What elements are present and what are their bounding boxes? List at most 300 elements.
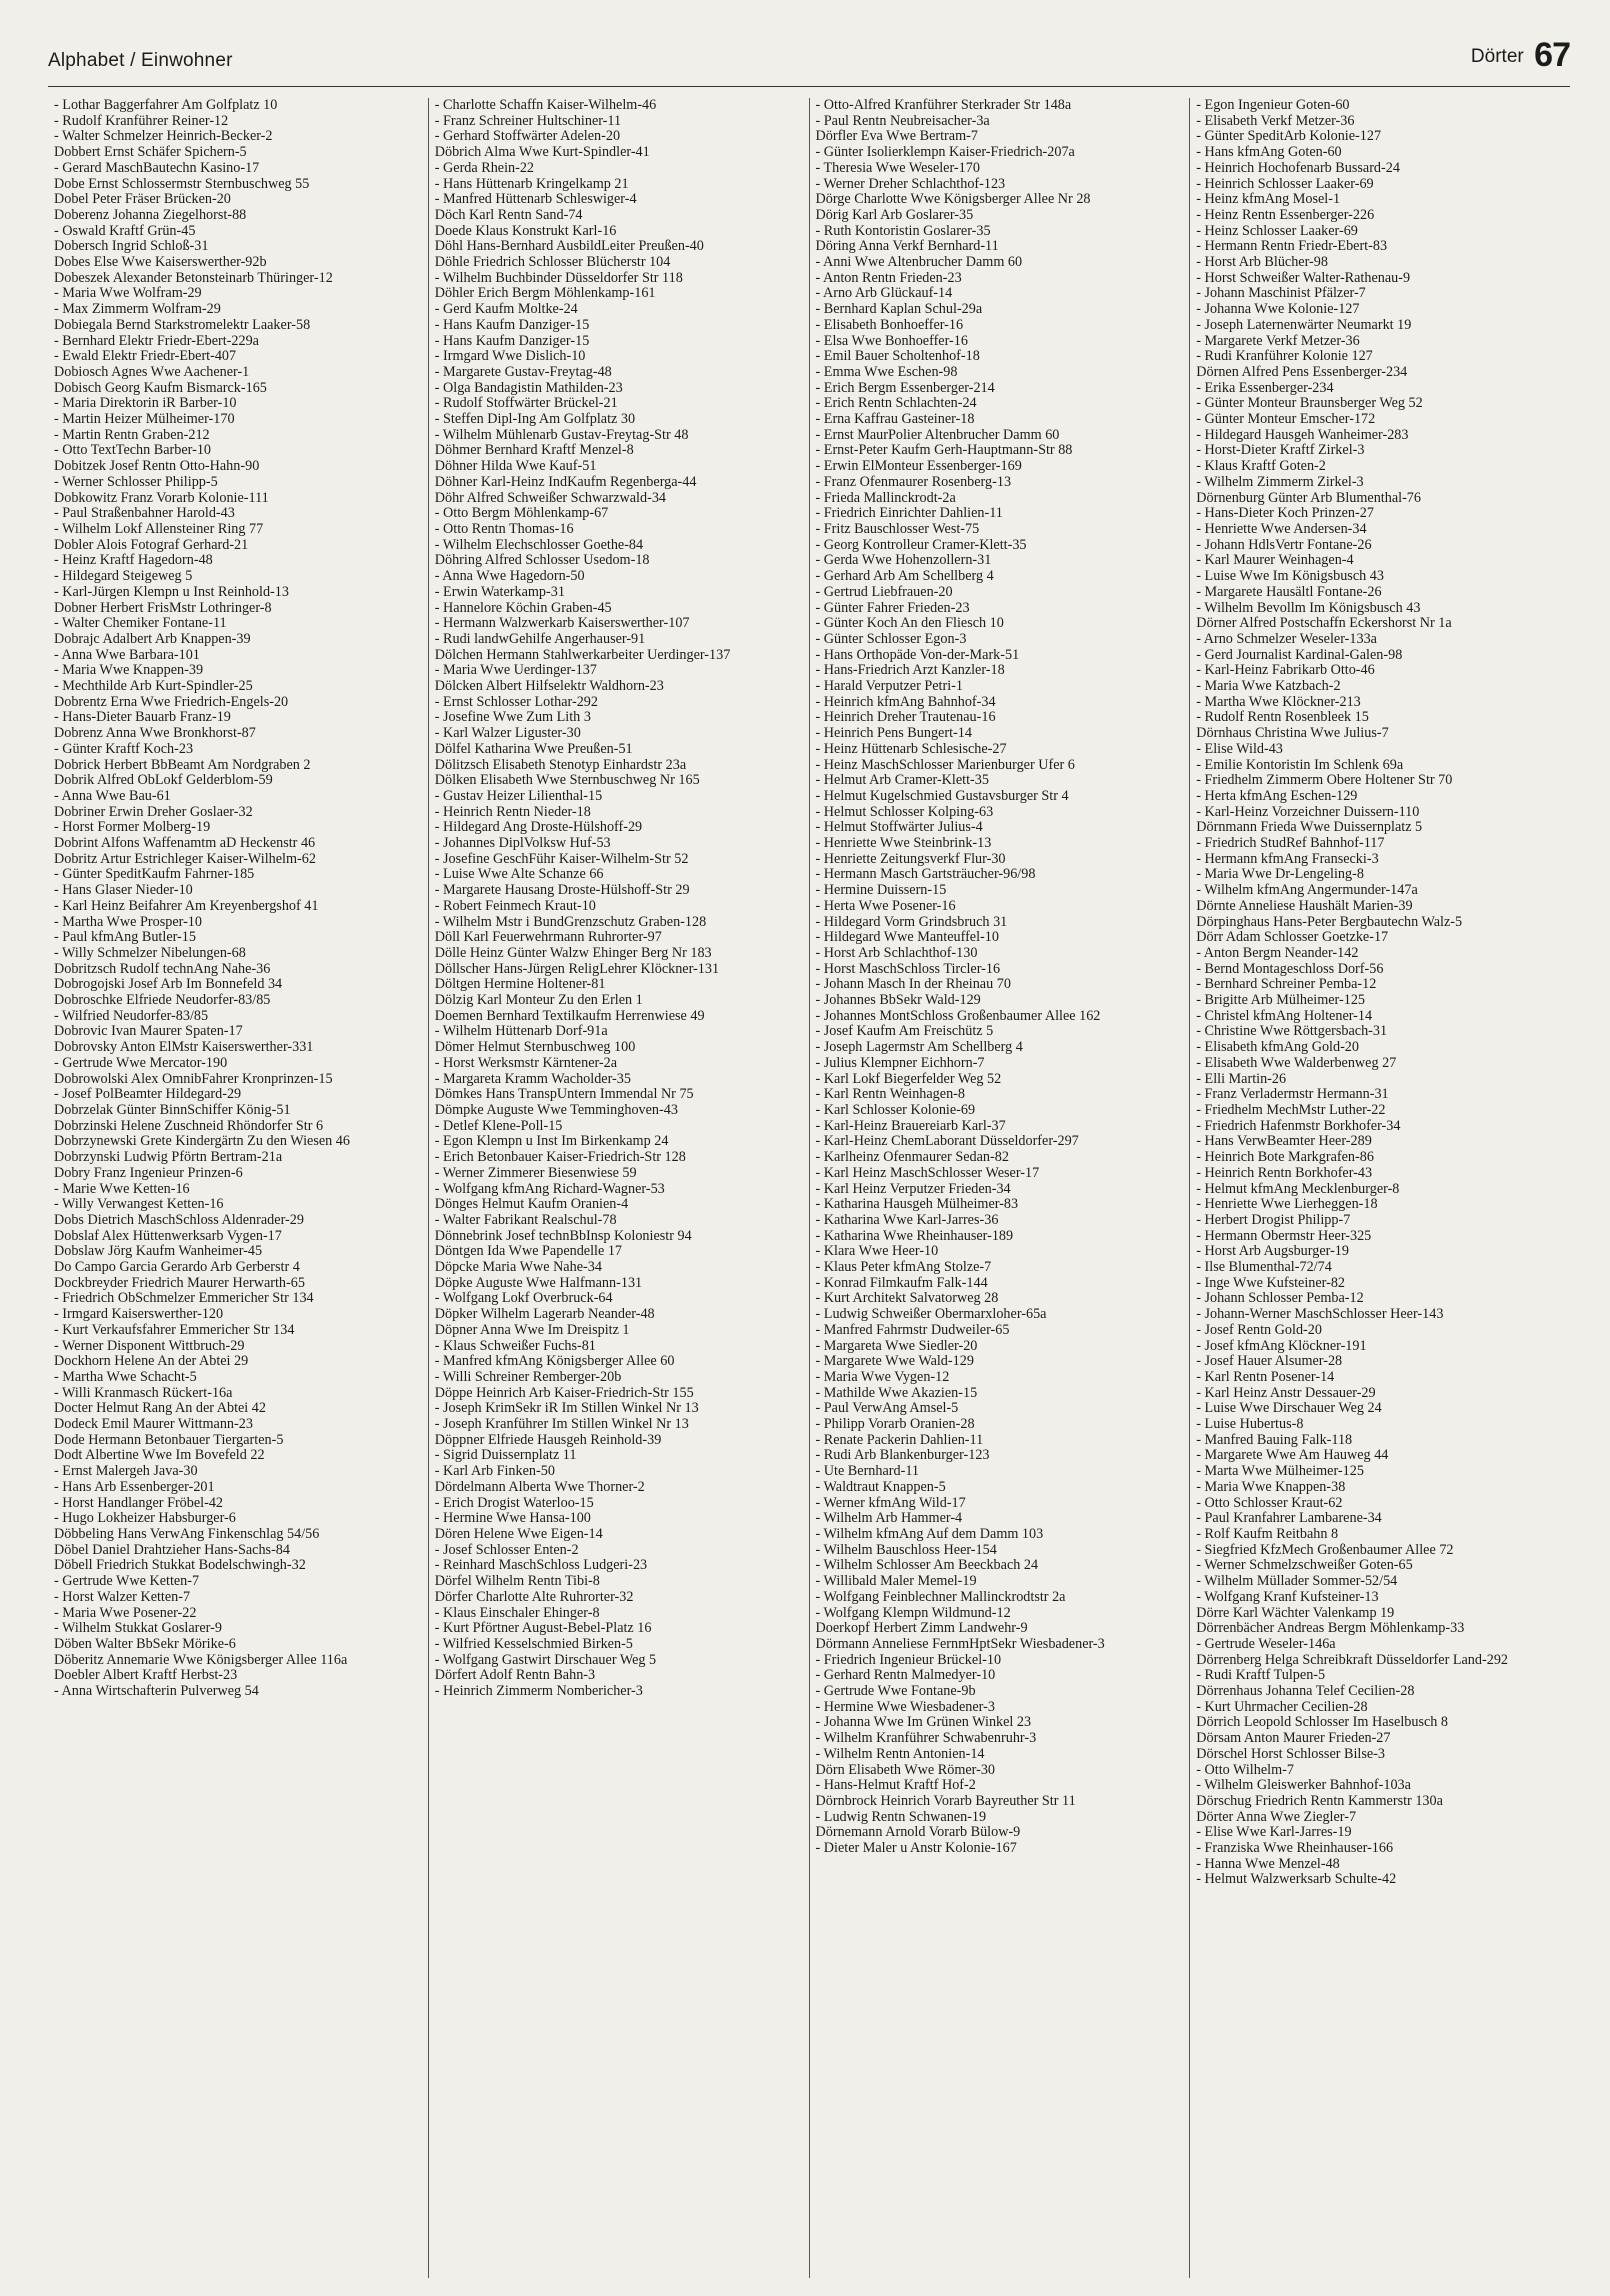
directory-entry: Dören Helene Wwe Eigen-14: [434, 1525, 603, 1542]
directory-entry: - Friedrich StudRef Bahnhof-117: [1196, 835, 1385, 852]
directory-entry: - Josef kfmAng Klöckner-191: [1196, 1337, 1367, 1354]
directory-entry: - Lothar Baggerfahrer Am Golfplatz 10: [54, 98, 278, 113]
listing-columns: [48, 98, 1570, 2278]
directory-entry: - Günter Monteur Braunsberger Weg 52: [1196, 395, 1423, 412]
directory-entry: - Joseph Laternenwärter Neumarkt 19: [1196, 316, 1412, 333]
directory-entry: - Waldtraut Knappen-5: [815, 1478, 946, 1495]
directory-entry: Dörner Alfred Postschaffn Eckershorst Nr 1a: [1196, 615, 1452, 632]
directory-entry: Dobes Else Wwe Kaiserswerther-92b: [54, 254, 267, 271]
directory-entry: Dobrzelak Günter BinnSchiffer König-51: [54, 1102, 291, 1118]
directory-entry: - Elisabeth Bonhoeffer-16: [815, 316, 964, 333]
directory-entry: - Josef Hauer Alsumer-28: [1196, 1353, 1343, 1370]
directory-entry: - Johann HdlsVertr Fontane-26: [1196, 536, 1372, 553]
directory-entry: - Paul Kranfahrer Lambarene-34: [1196, 1510, 1382, 1527]
directory-entry: - Ludwig Rentn Schwanen-19: [815, 1808, 987, 1825]
directory-entry: Dobriner Erwin Dreher Goslaer-32: [54, 803, 253, 820]
directory-entry: Dörmann Anneliese FernmHptSekr Wiesbadener-3: [815, 1635, 1105, 1652]
directory-entry: - Wilhelm Müllader Sommer-52/54: [1196, 1573, 1398, 1590]
directory-entry: - Horst-Dieter Kraftf Zirkel-3: [1196, 442, 1365, 459]
directory-entry: - Henriette Zeitungsverkf Flur-30: [815, 850, 1006, 867]
directory-entry: Dobersch Ingrid Schloß-31: [54, 238, 209, 255]
directory-entry: - Martha Wwe Klöckner-213: [1196, 693, 1361, 710]
directory-entry: - Margarete Wwe Am Hauweg 44: [1196, 1447, 1389, 1464]
directory-entry: - Karl-Jürgen Klempn u Inst Reinhold-13: [54, 583, 289, 600]
directory-entry: Dobslaf Alex Hüttenwerksarb Vygen-17: [54, 1227, 282, 1244]
directory-entry: - Günter Isolierklempn Kaiser-Friedrich-207a: [815, 144, 1075, 161]
directory-entry: - Hans-Friedrich Arzt Kanzler-18: [815, 662, 1005, 679]
directory-entry: - Ruth Kontoristin Goslarer-35: [815, 222, 991, 239]
directory-entry: Döberitz Annemarie Wwe Königsberger Allee 116a: [54, 1651, 348, 1668]
directory-entry: Dobrint Alfons Waffenamtm aD Heckenstr 46: [54, 835, 316, 852]
directory-entry: Döch Karl Rentn Sand-74: [434, 206, 583, 223]
directory-entry: - Friedhelm MechMstr Luther-22: [1196, 1102, 1386, 1118]
directory-entry: Dobritz Artur Estrichleger Kaiser-Wilhelm-62: [54, 850, 316, 867]
directory-entry: Dode Hermann Betonbauer Tiergarten-5: [54, 1431, 284, 1448]
directory-entry: Dockhorn Helene An der Abtei 29: [54, 1353, 249, 1370]
directory-entry: - Günter SpeditKaufm Fahrner-185: [54, 866, 255, 883]
directory-entry: - Hans-Helmut Kraftf Hof-2: [815, 1777, 976, 1794]
directory-entry: Döppner Elfriede Hausgeh Reinhold-39: [434, 1431, 662, 1448]
directory-entry: - Frieda Mallinckrodt-2a: [815, 489, 956, 506]
directory-entry: - Friedrich Hafenmstr Borkhofer-34: [1196, 1117, 1401, 1134]
directory-entry: - Rudolf Stoffwärter Brückel-21: [434, 395, 618, 412]
directory-entry: - Henriette Wwe Lierheggen-18: [1196, 1196, 1378, 1213]
directory-entry: - Harald Verputzer Petri-1: [815, 678, 963, 695]
directory-entry: - Maria Wwe Posener-22: [54, 1604, 197, 1621]
directory-entry: - Heinrich Dreher Trautenau-16: [815, 709, 996, 726]
directory-entry: - Dieter Maler u Anstr Kolonie-167: [815, 1840, 1017, 1857]
directory-entry: - Wolfgang Kranf Kufsteiner-13: [1196, 1588, 1379, 1605]
directory-entry: - Willibald Maler Memel-19: [815, 1573, 977, 1590]
directory-entry: - Wilhelm Arb Hammer-4: [815, 1510, 963, 1527]
directory-entry: - Bernhard Elektr Friedr-Ebert-229a: [54, 332, 259, 349]
directory-entry: - Heinz Schlosser Laaker-69: [1196, 222, 1358, 239]
directory-entry: - Franziska Wwe Rheinhauser-166: [1196, 1840, 1394, 1857]
directory-entry: - Reinhard MaschSchloss Ludgeri-23: [434, 1557, 648, 1574]
directory-entry: - Gertrude Weseler-146a: [1196, 1635, 1336, 1652]
directory-entry: - Erich Drogist Waterloo-15: [434, 1494, 594, 1511]
directory-entry: Döbbeling Hans VerwAng Finkenschlag 54/56: [54, 1525, 320, 1542]
directory-entry: - Klaus Schweißer Fuchs-81: [434, 1337, 596, 1354]
directory-entry: Dobrenz Anna Wwe Bronkhorst-87: [54, 725, 256, 742]
directory-entry: Do Campo Garcia Gerardo Arb Gerberstr 4: [54, 1259, 300, 1276]
directory-entry: - Arno Arb Glückauf-14: [815, 285, 953, 302]
directory-entry: - Maria Wwe Vygen-12: [815, 1368, 950, 1385]
directory-entry: - Heinrich Bote Markgrafen-86: [1196, 1149, 1374, 1166]
directory-entry: - Egon Ingenieur Goten-60: [1196, 98, 1350, 113]
directory-entry: - Siegfried KfzMech Großenbaumer Allee 72: [1196, 1541, 1454, 1558]
directory-entry: Dömpke Auguste Wwe Temminghoven-43: [434, 1102, 678, 1118]
directory-entry: Dörschel Horst Schlosser Bilse-3: [1196, 1745, 1385, 1762]
directory-entry: Dobrovsky Anton ElMstr Kaiserswerther-331: [54, 1039, 314, 1056]
column-3: [810, 98, 1191, 2278]
directory-entry: - Kurt Verkaufsfahrer Emmericher Str 134: [54, 1321, 295, 1338]
header-right: [1471, 36, 1570, 75]
directory-entry: - Karl-Heinz Brauereiarb Karl-37: [815, 1117, 1006, 1134]
directory-entry: - Horst Werksmstr Kärntener-2a: [434, 1054, 618, 1071]
directory-entry: - Rudi Kraftf Tulpen-5: [1196, 1667, 1326, 1684]
directory-entry: - Hans-Dieter Koch Prinzen-27: [1196, 505, 1374, 522]
directory-entry: - Georg Kontrolleur Cramer-Klett-35: [815, 536, 1027, 553]
directory-entry: - Maria Wwe Knappen-38: [1196, 1478, 1346, 1495]
directory-entry: - Christel kfmAng Holtener-14: [1196, 1007, 1373, 1024]
directory-entry: - Anna Wwe Hagedorn-50: [434, 568, 585, 585]
directory-entry: - Anton Rentn Frieden-23: [815, 269, 962, 286]
directory-entry: - Wilfried Kesselschmied Birken-5: [434, 1635, 633, 1652]
directory-entry: - Johann Schlosser Pemba-12: [1196, 1290, 1364, 1307]
directory-entry: - Werner Schmelzschweißer Goten-65: [1196, 1557, 1413, 1574]
directory-entry: - Wolfgang Klempn Wildmund-12: [815, 1604, 1011, 1621]
directory-entry: - Erika Essenberger-234: [1196, 379, 1334, 396]
directory-entry: - Wilhelm Mstr i BundGrenzschutz Graben-128: [434, 913, 707, 930]
directory-entry: - Hans Kaufm Danziger-15: [434, 332, 590, 349]
directory-entry: - Margarete Wwe Wald-129: [815, 1353, 974, 1370]
directory-entry: - Hermine Wwe Wiesbadener-3: [815, 1698, 995, 1715]
directory-entry: - Günter Fahrer Frieden-23: [815, 599, 970, 616]
directory-entry: - Luise Wwe Alte Schanze 66: [434, 866, 604, 883]
directory-entry: Dörig Karl Arb Goslarer-35: [815, 206, 974, 223]
directory-entry: - Johann-Werner MaschSchlosser Heer-143: [1196, 1306, 1444, 1323]
directory-entry: - Ernst MaurPolier Altenbrucher Damm 60: [815, 426, 1060, 443]
section-title: Alphabet / Einwohner: [48, 50, 233, 71]
directory-entry: - Karl-Heinz ChemLaborant Düsseldorfer-297: [815, 1133, 1079, 1150]
directory-entry: - Luise Wwe Dirschauer Weg 24: [1196, 1400, 1382, 1417]
directory-entry: - Manfred Fahrmstr Dudweiler-65: [815, 1321, 1010, 1338]
directory-entry: - Julius Klempner Eichhorn-7: [815, 1054, 985, 1071]
directory-entry: - Mechthilde Arb Kurt-Spindler-25: [54, 678, 253, 695]
directory-entry: - Heinrich kfmAng Bahnhof-34: [815, 693, 996, 710]
directory-entry: - Franz Ofenmaurer Rosenberg-13: [815, 473, 1012, 490]
directory-entry: - Karl Rentn Posener-14: [1196, 1368, 1335, 1385]
directory-entry: - Brigitte Arb Mülheimer-125: [1196, 992, 1366, 1009]
directory-entry: - Paul kfmAng Butler-15: [54, 929, 196, 946]
header-rule: [48, 86, 1570, 87]
directory-entry: Doede Klaus Konstrukt Karl-16: [434, 222, 617, 239]
directory-entry: - Gerard MaschBautechn Kasino-17: [54, 159, 260, 176]
directory-entry: - Hermann Obermstr Heer-325: [1196, 1227, 1372, 1244]
directory-entry: Dörfer Charlotte Alte Ruhrorter-32: [434, 1588, 634, 1605]
directory-entry: Dölken Elisabeth Wwe Sternbuschweg Nr 165: [434, 772, 700, 789]
directory-entry: Dobrentz Erna Wwe Friedrich-Engels-20: [54, 693, 289, 710]
directory-entry: - Emma Wwe Eschen-98: [815, 363, 958, 380]
directory-entry: - Gerhard Rentn Malmedyer-10: [815, 1667, 996, 1684]
directory-entry: - Kurt Uhrmacher Cecilien-28: [1196, 1698, 1368, 1715]
directory-entry: - Wolfgang Feinblechner Mallinckrodtstr 2a: [815, 1588, 1066, 1605]
directory-entry: - Heinrich Hochofenarb Bussard-24: [1196, 159, 1400, 176]
directory-entry: - Klaus Peter kfmAng Stolze-7: [815, 1259, 992, 1276]
directory-entry: Dörnbrock Heinrich Vorarb Bayreuther Str 11: [815, 1792, 1076, 1809]
directory-entry: - Joseph Kranführer Im Stillen Winkel Nr 13: [434, 1416, 689, 1433]
directory-entry: - Josef Rentn Gold-20: [1196, 1321, 1322, 1338]
directory-entry: - Heinz Hüttenarb Schlesische-27: [815, 740, 1007, 757]
directory-entry: Dörr Adam Schlosser Goetzke-17: [1196, 929, 1389, 946]
directory-entry: - Elisabeth Verkf Metzer-36: [1196, 112, 1355, 129]
directory-entry: - Kurt Architekt Salvatorweg 28: [815, 1290, 999, 1307]
directory-entry: Döben Walter BbSekr Mörike-6: [54, 1635, 236, 1652]
directory-entry: Docter Helmut Rang An der Abtei 42: [54, 1400, 266, 1417]
directory-entry: - Arno Schmelzer Weseler-133a: [1196, 630, 1377, 647]
directory-entry: - Heinrich Zimmerm Nombericher-3: [434, 1683, 643, 1700]
directory-entry: Döltgen Hermine Holtener-81: [434, 976, 606, 993]
directory-entry: - Werner kfmAng Wild-17: [815, 1494, 966, 1511]
directory-entry: Döntgen Ida Wwe Papendelle 17: [434, 1243, 623, 1260]
directory-entry: - Elise Wild-43: [1196, 740, 1283, 757]
directory-entry: - Günter Kraftf Koch-23: [54, 740, 194, 757]
directory-entry: Doebler Albert Kraftf Herbst-23: [54, 1667, 238, 1684]
directory-entry: - Johannes BbSekr Wald-129: [815, 992, 981, 1009]
directory-entry: - Theresia Wwe Weseler-170: [815, 159, 980, 176]
directory-entry: Dörnemann Arnold Vorarb Bülow-9: [815, 1824, 1021, 1841]
directory-entry: - Gertrude Wwe Mercator-190: [54, 1054, 228, 1071]
directory-entry: - Hildegard Hausgeh Wanheimer-283: [1196, 426, 1409, 443]
directory-entry: - Wilhelm Elechschlosser Goethe-84: [434, 536, 644, 553]
directory-entry: - Anton Bergm Neander-142: [1196, 944, 1359, 961]
directory-entry: Dobner Herbert FrisMstr Lothringer-8: [54, 599, 272, 616]
directory-entry: - Hans kfmAng Goten-60: [1196, 144, 1342, 161]
directory-entry: Dobrovic Ivan Maurer Spaten-17: [54, 1023, 243, 1040]
directory-entry: - Margareta Kramm Wacholder-35: [434, 1070, 631, 1087]
directory-entry: - Max Zimmerm Wolfram-29: [54, 301, 221, 318]
directory-entry: - Martha Wwe Schacht-5: [54, 1368, 197, 1385]
directory-entry: Dobrick Herbert BbBeamt Am Nordgraben 2: [54, 756, 311, 773]
page-header: [48, 36, 1570, 80]
directory-entry: - Erna Kaffrau Gasteiner-18: [815, 411, 975, 428]
directory-entry: - Paul Straßenbahner Harold-43: [54, 505, 235, 522]
directory-entry: - Gerd Journalist Kardinal-Galen-98: [1196, 646, 1403, 663]
directory-entry: Dörnmann Frieda Wwe Duissernplatz 5: [1196, 819, 1423, 836]
directory-entry: Döhner Hilda Wwe Kauf-51: [434, 458, 597, 475]
directory-entry: - Anna Wirtschafterin Pulverweg 54: [54, 1683, 259, 1700]
directory-entry: - Helmut Walzwerksarb Schulte-42: [1196, 1871, 1397, 1888]
directory-entry: - Heinz Rentn Essenberger-226: [1196, 206, 1375, 223]
directory-entry: - Hermine Wwe Hansa-100: [434, 1510, 591, 1527]
directory-entry: Döhl Hans-Bernhard AusbildLeiter Preußen-40: [434, 238, 704, 255]
directory-entry: Doberenz Johanna Ziegelhorst-88: [54, 206, 247, 223]
directory-entry: - Karl Schlosser Kolonie-69: [815, 1102, 976, 1118]
directory-entry: - Werner Zimmerer Biesenwiese 59: [434, 1164, 637, 1181]
directory-entry: - Ludwig Schweißer Obermarxloher-65a: [815, 1306, 1047, 1323]
directory-entry: Dörnenburg Günter Arb Blumenthal-76: [1196, 489, 1421, 506]
directory-entry: - Joseph KrimSekr iR Im Stillen Winkel Nr 13: [434, 1400, 699, 1417]
directory-entry: Döll Karl Feuerwehrmann Ruhrorter-97: [434, 929, 662, 946]
directory-entry: - Inge Wwe Kufsteiner-82: [1196, 1274, 1346, 1291]
directory-entry: Dörrenbächer Andreas Bergm Möhlenkamp-33: [1196, 1620, 1465, 1637]
directory-entry: - Gertrude Wwe Fontane-9b: [815, 1683, 976, 1700]
directory-entry: - Gertrud Liebfrauen-20: [815, 583, 953, 600]
directory-entry: - Gerda Rhein-22: [434, 159, 535, 176]
directory-entry: Doerkopf Herbert Zimm Landwehr-9: [815, 1620, 1028, 1637]
directory-entry: - Karl Rentn Weinhagen-8: [815, 1086, 965, 1103]
directory-entry: - Hans Arb Essenberger-201: [54, 1478, 215, 1495]
directory-entry: Dörnte Anneliese Haushält Marien-39: [1196, 897, 1413, 914]
directory-entry: Dockbreyder Friedrich Maurer Herwarth-65: [54, 1274, 305, 1291]
directory-entry: - Klaus Kraftf Goten-2: [1196, 458, 1326, 475]
directory-entry: - Wilhelm Buchbinder Düsseldorfer Str 118: [434, 269, 683, 286]
directory-entry: Döhring Alfred Schlosser Usedom-18: [434, 552, 650, 569]
directory-entry: - Horst Arb Augsburger-19: [1196, 1243, 1349, 1260]
directory-entry: - Walter Fabrikant Realschul-78: [434, 1211, 617, 1228]
directory-entry: - Hildegard Wwe Manteuffel-10: [815, 929, 999, 946]
directory-entry: - Otto Wilhelm-7: [1196, 1761, 1294, 1778]
directory-entry: Dörschug Friedrich Rentn Kammerstr 130a: [1196, 1792, 1443, 1809]
directory-entry: Dömkes Hans TranspUntern Immendal Nr 75: [434, 1086, 694, 1103]
directory-entry: - Franz Schreiner Hultschiner-11: [434, 112, 622, 129]
directory-entry: - Maria Wwe Uerdinger-137: [434, 662, 597, 679]
directory-entry: Dobs Dietrich MaschSchloss Aldenrader-29: [54, 1211, 304, 1228]
directory-entry: - Wilhelm Rentn Antonien-14: [815, 1745, 985, 1762]
directory-entry: Dobritzsch Rudolf technAng Nahe-36: [54, 960, 271, 977]
directory-entry: - Wilhelm Kranführer Schwabenruhr-3: [815, 1730, 1037, 1747]
directory-entry: Doemen Bernhard Textilkaufm Herrenwiese 49: [434, 1007, 705, 1024]
directory-entry: - Josef PolBeamter Hildegard-29: [54, 1086, 242, 1103]
directory-entry: - Hans Glaser Nieder-10: [54, 882, 193, 899]
directory-entry: - Irmgard Wwe Dislich-10: [434, 348, 586, 365]
directory-entry: - Johanna Wwe Im Grünen Winkel 23: [815, 1714, 1032, 1731]
directory-entry: - Karl Heinz Beifahrer Am Kreyenbergshof 41: [54, 897, 319, 914]
directory-entry: - Rudi Kranführer Kolonie 127: [1196, 348, 1373, 365]
directory-entry: - Horst Arb Blücher-98: [1196, 254, 1328, 271]
directory-entry: Dobitzek Josef Rentn Otto-Hahn-90: [54, 458, 260, 475]
directory-entry: Dönnebrink Josef technBbInsp Koloniestr 94: [434, 1227, 692, 1244]
directory-entry: - Bernd Montageschloss Dorf-56: [1196, 960, 1384, 977]
directory-entry: - Rolf Kaufm Reitbahn 8: [1196, 1525, 1339, 1542]
directory-entry: - Hermann Masch Gartsträucher-96/98: [815, 866, 1036, 883]
directory-entry: - Margarete Verkf Metzer-36: [1196, 332, 1360, 349]
directory-entry: - Karl Arb Finken-50: [434, 1463, 555, 1480]
directory-entry: - Helmut kfmAng Mecklenburger-8: [1196, 1180, 1400, 1197]
directory-entry: Dobiosch Agnes Wwe Aachener-1: [54, 363, 250, 380]
directory-entry: - Wilhelm Zimmerm Zirkel-3: [1196, 473, 1364, 490]
directory-entry: - Detlef Klene-Poll-15: [434, 1117, 563, 1134]
directory-entry: - Wilhelm Gleiswerker Bahnhof-103a: [1196, 1777, 1411, 1794]
directory-entry: Dörre Karl Wächter Valenkamp 19: [1196, 1604, 1395, 1621]
directory-entry: - Karl Lokf Biegerfelder Weg 52: [815, 1070, 1002, 1087]
directory-entry: - Heinrich Rentn Borkhofer-43: [1196, 1164, 1373, 1181]
directory-entry: - Elisabeth Wwe Walderbenweg 27: [1196, 1054, 1397, 1071]
directory-entry: - Erich Betonbauer Kaiser-Friedrich-Str 128: [434, 1149, 686, 1166]
directory-entry: Dömer Helmut Sternbuschweg 100: [434, 1039, 636, 1056]
directory-entry: - Oswald Kraftf Grün-45: [54, 222, 196, 239]
directory-entry: Dobrajc Adalbert Arb Knappen-39: [54, 630, 251, 647]
directory-entry: Dörrenhaus Johanna Telef Cecilien-28: [1196, 1683, 1415, 1700]
directory-entry: - Hildegard Ang Droste-Hülshoff-29: [434, 819, 643, 836]
directory-entry: - Hermann Walzwerkarb Kaiserswerther-107: [434, 615, 690, 632]
directory-entry: - Karl Walzer Liguster-30: [434, 725, 581, 742]
directory-entry: - Margarete Gustav-Freytag-48: [434, 363, 612, 380]
directory-entry: - Helmut Arb Cramer-Klett-35: [815, 772, 989, 789]
directory-entry: Dölzig Karl Monteur Zu den Erlen 1: [434, 992, 643, 1009]
directory-entry: Döbel Daniel Drahtzieher Hans-Sachs-84: [54, 1541, 290, 1558]
directory-entry: Dobeszek Alexander Betonsteinarb Thüringer-12: [54, 269, 333, 286]
directory-entry: - Rudi Arb Blankenburger-123: [815, 1447, 990, 1464]
directory-entry: - Wilhelm kfmAng Auf dem Damm 103: [815, 1525, 1044, 1542]
directory-entry: Döbrich Alma Wwe Kurt-Spindler-41: [434, 144, 650, 161]
directory-entry: - Heinz Kraftf Hagedorn-48: [54, 552, 213, 569]
directory-entry: - Helmut Kugelschmied Gustavsburger Str 4: [815, 787, 1069, 804]
column-2: [429, 98, 810, 2278]
directory-entry: - Manfred Hüttenarb Schleswiger-4: [434, 191, 637, 208]
directory-entry: - Steffen Dipl-Ing Am Golfplatz 30: [434, 411, 636, 428]
directory-entry: Döpner Anna Wwe Im Dreispitz 1: [434, 1321, 630, 1338]
directory-entry: Dobisch Georg Kaufm Bismarck-165: [54, 379, 267, 396]
directory-entry: - Josefine Wwe Zum Lith 3: [434, 709, 591, 726]
directory-entry: - Hildegard Steigeweg 5: [54, 568, 193, 585]
directory-entry: - Ute Bernhard-11: [815, 1463, 919, 1480]
directory-entry: - Joseph Lagermstr Am Schellberg 4: [815, 1039, 1023, 1056]
directory-entry: Dörfler Eva Wwe Bertram-7: [815, 128, 978, 145]
directory-entry: - Luise Hubertus-8: [1196, 1416, 1304, 1433]
column-1: [48, 98, 429, 2278]
directory-entry: - Josefine GeschFühr Kaiser-Wilhelm-Str 52: [434, 850, 689, 867]
directory-entry: - Herta Wwe Posener-16: [815, 897, 956, 914]
directory-entry: - Philipp Vorarb Oranien-28: [815, 1416, 975, 1433]
directory-entry: - Karl-Heinz Fabrikarb Otto-46: [1196, 662, 1375, 679]
directory-entry: - Martha Wwe Prosper-10: [54, 913, 202, 930]
directory-entry: Dönges Helmut Kaufm Oranien-4: [434, 1196, 629, 1213]
directory-entry: - Rudolf Rentn Rosenbleek 15: [1196, 709, 1369, 726]
directory-entry: - Klaus Einschaler Ehinger-8: [434, 1604, 600, 1621]
directory-entry: - Hans-Dieter Bauarb Franz-19: [54, 709, 231, 726]
directory-entry: Döpcke Maria Wwe Nahe-34: [434, 1259, 602, 1276]
directory-entry: - Günter Koch An den Fliesch 10: [815, 615, 1004, 632]
directory-entry: - Gerhard Stoffwärter Adelen-20: [434, 128, 621, 145]
directory-entry: - Wilhelm Stukkat Goslarer-9: [54, 1620, 222, 1637]
directory-entry: - Manfred Bauing Falk-118: [1196, 1431, 1353, 1448]
directory-entry: - Günter Monteur Emscher-172: [1196, 411, 1376, 428]
directory-entry: - Wilhelm Lokf Allensteiner Ring 77: [54, 520, 264, 537]
directory-entry: - Karlheinz Ofenmaurer Sedan-82: [815, 1149, 1009, 1166]
directory-entry: - Henriette Wwe Steinbrink-13: [815, 835, 992, 852]
directory-entry: - Anna Wwe Barbara-101: [54, 646, 200, 663]
directory-entry: - Maria Wwe Dr-Lengeling-8: [1196, 866, 1364, 883]
directory-entry: Döhle Friedrich Schlosser Blücherstr 104: [434, 254, 671, 271]
directory-entry: - Erwin Waterkamp-31: [434, 583, 565, 600]
directory-entry: - Karl Heinz Anstr Dessauer-29: [1196, 1384, 1376, 1401]
directory-entry: - Gerda Wwe Hohenzollern-31: [815, 552, 992, 569]
directory-entry: - Wilhelm Schlosser Am Beeckbach 24: [815, 1557, 1039, 1574]
directory-entry: - Hannelore Köchin Graben-45: [434, 599, 612, 616]
directory-entry: Dobrzinski Helene Zuschneid Rhöndorfer Str 6: [54, 1117, 324, 1134]
directory-entry: - Ernst Malergeh Java-30: [54, 1463, 198, 1480]
directory-entry: - Katharina Wwe Rheinhauser-189: [815, 1227, 1014, 1244]
directory-entry: - Luise Wwe Im Königsbusch 43: [1196, 568, 1384, 585]
directory-entry: - Hans Hüttenarb Kringelkamp 21: [434, 175, 629, 192]
directory-entry: - Franz Verladermstr Hermann-31: [1196, 1086, 1389, 1103]
directory-entry: - Maria Wwe Knappen-39: [54, 662, 204, 679]
directory-entry: - Anna Wwe Bau-61: [54, 787, 171, 804]
directory-entry: - Wilhelm kfmAng Angermunder-147a: [1196, 882, 1418, 899]
directory-entry: - Ilse Blumenthal-72/74: [1196, 1259, 1332, 1276]
directory-entry: Dörpinghaus Hans-Peter Bergbautechn Walz-5: [1196, 913, 1463, 930]
directory-entry: Döhmer Bernhard Kraftf Menzel-8: [434, 442, 634, 459]
directory-entry: - Karl Heinz MaschSchlosser Weser-17: [815, 1164, 1040, 1181]
directory-entry: - Wilhelm Bevollm Im Königsbusch 43: [1196, 599, 1421, 616]
directory-entry: - Katharina Hausgeh Mülheimer-83: [815, 1196, 1019, 1213]
directory-entry: - Gerd Kaufm Moltke-24: [434, 301, 578, 318]
directory-entry: Dörrenberg Helga Schreibkraft Düsseldorfer Land-292: [1196, 1651, 1509, 1668]
directory-entry: - Werner Disponent Wittbruch-29: [54, 1337, 245, 1354]
directory-entry: - Ernst Schlosser Lothar-292: [434, 693, 598, 710]
directory-entry: - Willy Verwangest Ketten-16: [54, 1196, 224, 1213]
directory-entry: - Christine Wwe Röttgersbach-31: [1196, 1023, 1388, 1040]
directory-entry: - Margarete Hausältl Fontane-26: [1196, 583, 1382, 600]
directory-entry: - Charlotte Schaffn Kaiser-Wilhelm-46: [434, 98, 657, 113]
directory-entry: - Karl Maurer Weinhagen-4: [1196, 552, 1354, 569]
directory-entry: - Herta kfmAng Eschen-129: [1196, 787, 1358, 804]
directory-entry: - Hanna Wwe Menzel-48: [1196, 1855, 1340, 1872]
directory-entry: Döbell Friedrich Stukkat Bodelschwingh-32: [54, 1557, 306, 1574]
directory-entry: - Josef Schlosser Enten-2: [434, 1541, 579, 1558]
